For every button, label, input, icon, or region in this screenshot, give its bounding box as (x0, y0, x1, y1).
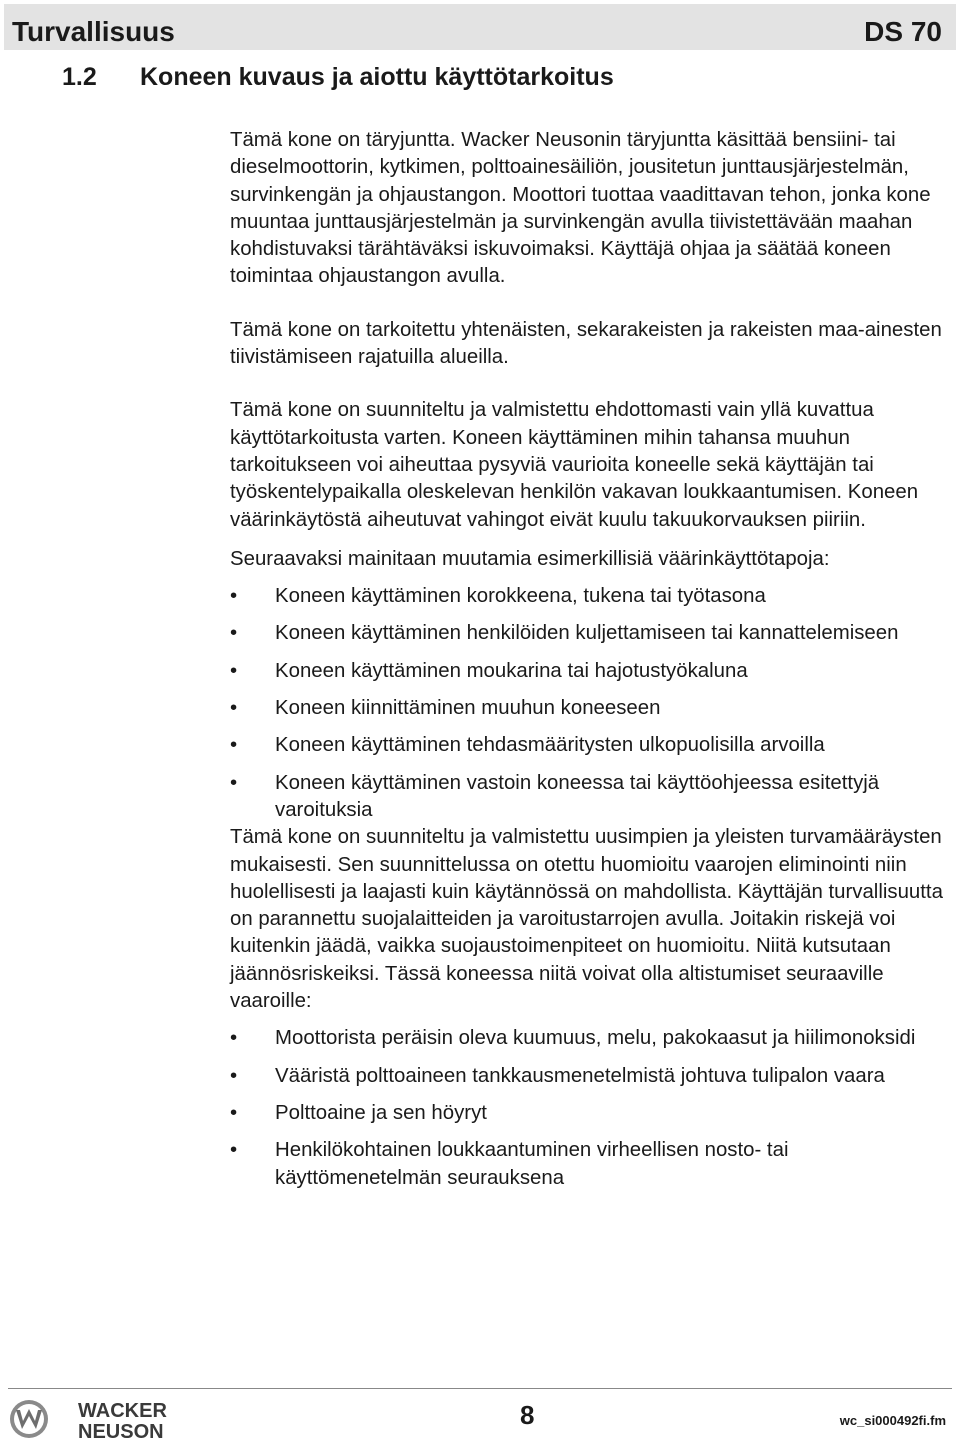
list-item: • Koneen käyttäminen vastoin koneessa tai käyttöohjeessa esitettyjä varoituksia (230, 770, 945, 825)
section-number: 1.2 (62, 63, 97, 91)
misuse-list (230, 583, 945, 824)
list-item: • Moottorista peräisin oleva kuumuus, melu, pakokaasut ja hiilimonoksidi (230, 1025, 945, 1052)
paragraph-misuse-warning: Tämä kone on suunniteltu ja valmistettu ehdottomasti vain yllä kuvattua käyttötarkoitusta varten. Koneen käyttäminen mihin tahansa muuhun tarkoitukseen voi aiheuttaa pysyviä vaurioita koneelle sekä käyttäjän tai työskentelypaikalla oleskelevan henkilön vakavan loukkaantumisen. Koneen väärinkäytöstä aiheutuvat vahingot eivät kuulu takuukorvauksen piiriin. (230, 399, 919, 531)
logo-line1: WACKER (78, 1400, 167, 1422)
page-number: 8 (520, 1400, 535, 1430)
file-name: wc_si000492fi.fm (839, 1413, 946, 1428)
footer-divider (8, 1388, 952, 1389)
section-title: Koneen kuvaus ja aiottu käyttötarkoitus (140, 63, 614, 91)
paragraph-residual-risks: Tämä kone on suunniteltu ja valmistettu uusimpien ja yleisten turvamääräysten mukaisesti. Sen suunnittelussa on otettu huomioitu vaarojen eliminointi niin huolellisesti ja laajasti kuin käytännössä on mahdollista. Käyttäjän turvallisuutta on parannettu suojalaitteiden ja varoitustarrojen avulla. Joitakin riskejä voi kuitenkin jäädä, vaikka suojaustoimenpiteet on huomioitu. Niitä kutsutaan jäännösriskeiksi. Tässä koneessa niitä voivat olla altistumiset seuraaville vaaroille: (230, 826, 943, 1013)
list-item: • Koneen käyttäminen moukarina tai hajotustyökaluna (230, 658, 945, 685)
paragraph-description: Tämä kone on täryjuntta. Wacker Neusonin täryjuntta käsittää bensiini- tai dieselmoottorin, kytkimen, polttoainesäiliön, jousitetun junttausjärjestelmän, survinkengän ja ohjaustangon. Moottori tuottaa vaadittavan tehon, jonka kone muuntaa junttausjärjestelmän ja survinkengän avulla tiivistettävään maahan kohdistuvaksi tärähtäväksi iskuvoimaksi. Käyttäjä ohjaa ja säätää koneen toimintaa ohjaustangon avulla. (230, 129, 931, 288)
model-name: DS 70 (864, 16, 942, 47)
logo-line2: NEUSON (78, 1421, 164, 1440)
list-item: • Koneen kiinnittäminen muuhun koneeseen (230, 695, 945, 722)
list-item: • Henkilökohtainen loukkaantuminen virheellisen nosto- tai käyttömenetelmän seurauksena (230, 1137, 945, 1192)
hazard-list (230, 1025, 945, 1191)
wacker-neuson-w-logo-icon (10, 1400, 48, 1438)
paragraph-intended-use: Tämä kone on tarkoitettu yhtenäisten, sekarakeisten ja rakeisten maa-ainesten tiivistämiseen rajatuilla alueilla. (230, 318, 942, 369)
header-bar (4, 4, 956, 50)
body-content (230, 127, 945, 1192)
chapter-title: Turvallisuus (12, 16, 175, 47)
section-heading (62, 60, 614, 94)
list-item: • Koneen käyttäminen henkilöiden kuljettamiseen tai kannattelemiseen (230, 620, 945, 647)
list-item: • Polttoaine ja sen höyryt (230, 1100, 945, 1127)
wacker-neuson-logo (8, 1398, 198, 1440)
list-item: • Koneen käyttäminen tehdasmääritysten ulkopuolisilla arvoilla (230, 732, 945, 759)
paragraph-misuse-intro: Seuraavaksi mainitaan muutamia esimerkillisiä väärinkäyttötapoja: (230, 547, 830, 570)
list-item: • Vääristä polttoaineen tankkausmenetelmistä johtuva tulipalon vaara (230, 1063, 945, 1090)
list-item: • Koneen käyttäminen korokkeena, tukena tai työtasona (230, 583, 945, 610)
